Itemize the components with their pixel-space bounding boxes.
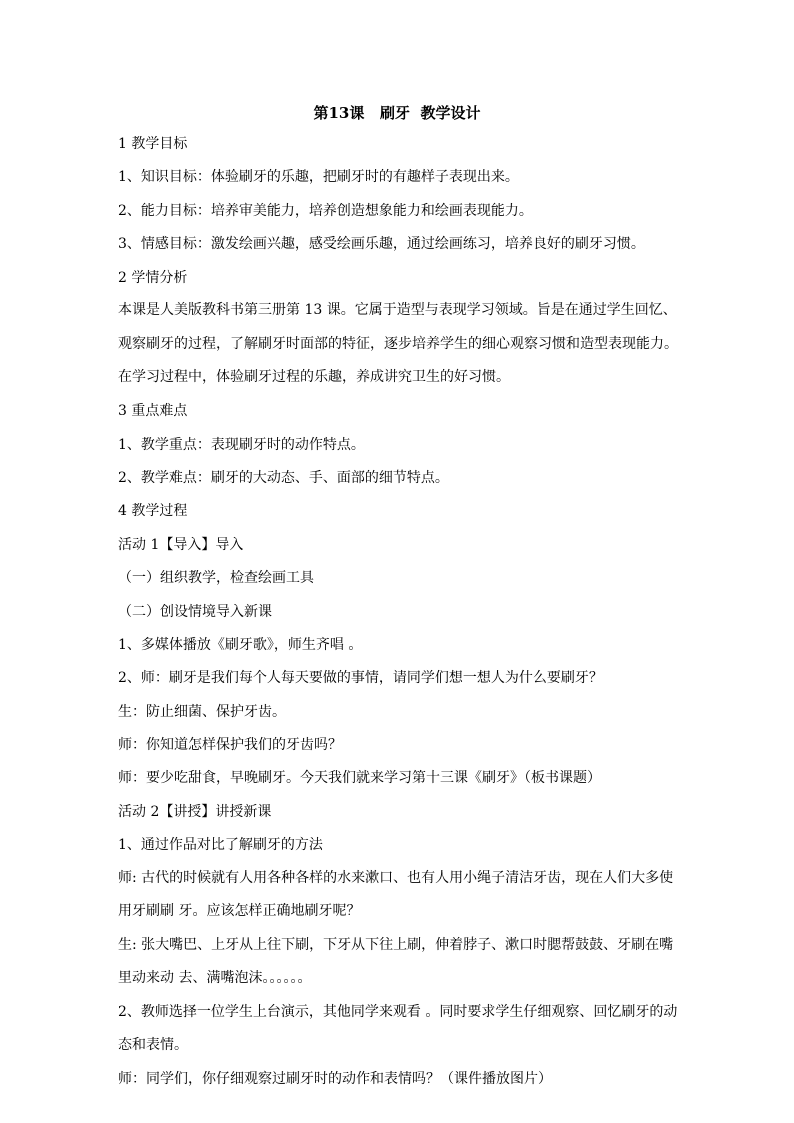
paragraph: 1、知识目标：体验刷牙的乐趣，把刷牙时的有趣样子表现出来。: [118, 169, 519, 186]
section-heading-analysis: 2 学情分析: [118, 269, 188, 286]
paragraph: 2、师：刷牙是我们每个人每天要做的事情，请同学们想一想人为什么要刷牙？: [118, 670, 603, 687]
paragraph: 2、教学难点：刷牙的大动态、手、面部的细节特点。: [118, 469, 449, 486]
paragraph: 师：你知道怎样保护我们的牙齿吗？: [118, 737, 342, 754]
paragraph: （一）组织教学，检查绘画工具: [118, 570, 314, 587]
paragraph: 生: 张大嘴巴、上牙从上往下刷，下牙从下往上刷，伸着脖子、漱口时腮帮鼓鼓、牙刷在嘴里动来动 去、满嘴泡沫。。。。。。: [118, 936, 674, 987]
document-title: 第13课 刷牙 教学设计: [313, 104, 481, 122]
section-heading-objectives: 1 教学目标: [118, 136, 188, 152]
paragraph: 师：同学们，你仔细观察过刷牙时的动作和表情吗？（课件播放图片）: [118, 1071, 552, 1088]
paragraph: 2、能力目标：培养审美能力，培养创造想象能力和绘画表现能力。: [118, 202, 533, 219]
paragraph: 本课是人美版教科书第三册第 13 课。它属于造型与表现学习领域。旨是在通过学生回忆、观察刷牙的过程，了解刷牙时面部的特征，逐步培养学生的细心观察习惯和造型表现能力。在学习过程中，体验刷牙过程的乐趣，养成讲究卫生的好习惯。: [118, 302, 678, 386]
paragraph: 1、通过作品对比了解刷牙的方法: [118, 837, 323, 854]
paragraph: 师: 古代的时候就有人用各种各样的水来漱口、也有人用小绳子清洁牙齿，现在人们大多使用牙刷刷 牙。应该怎样正确地刷牙呢？: [118, 869, 674, 920]
paragraph: 2、教师选择一位学生上台演示，其他同学来观看 。同时要求学生仔细观察、回忆刷牙的动态和表情。: [118, 1003, 678, 1053]
document-body: [118, 133, 684, 1101]
paragraph: 1、教学重点：表现刷牙时的动作特点。: [118, 436, 365, 453]
paragraph: 师：要少吃甜食，早晚刷牙。今天我们就来学习第十三课《刷牙》（板书课题）: [118, 770, 601, 787]
activity-heading: 活动 1【导入】导入: [118, 536, 244, 553]
activity-heading: 活动 2【讲授】讲授新课: [118, 803, 272, 820]
section-heading-key-points: 3 重点难点: [118, 403, 188, 420]
section-heading-process: 4 教学过程: [118, 503, 188, 520]
paragraph: 1、多媒体播放《刷牙歌》，师生齐唱 。: [118, 636, 363, 653]
paragraph: （二）创设情境导入新课: [118, 603, 272, 620]
paragraph: 生：防止细菌、保护牙齿。: [118, 703, 286, 720]
paragraph: 3、情感目标：激发绘画兴趣，感受绘画乐趣，通过绘画练习，培养良好的刷牙习惯。: [118, 236, 645, 253]
